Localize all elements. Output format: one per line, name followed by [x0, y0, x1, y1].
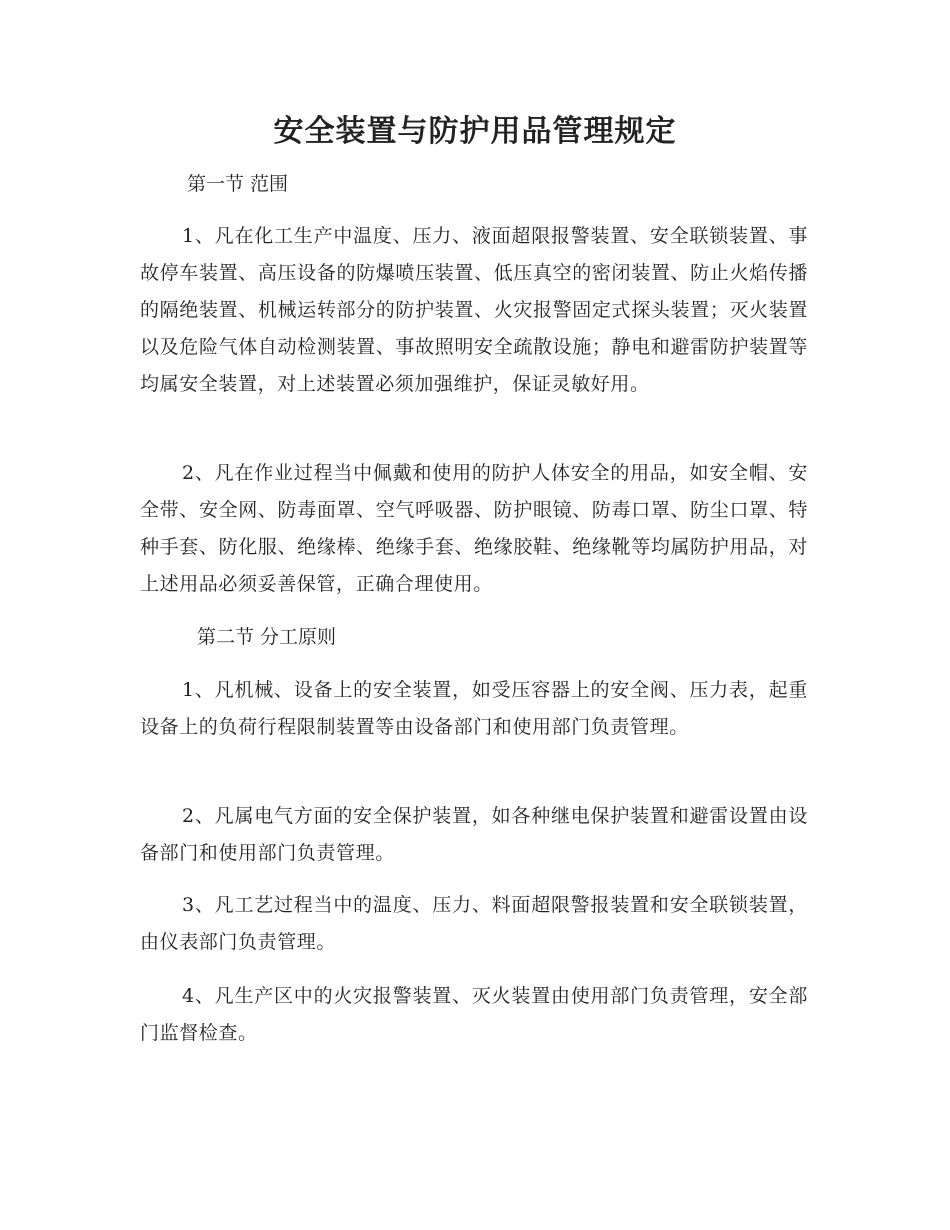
- paragraph-mechanical-devices: 1、凡机械、设备上的安全装置，如受压容器上的安全阀、压力表，起重设备上的负荷行程限制装置等由设备部门和使用部门负责管理。: [140, 679, 808, 738]
- paragraph-process-alarms: 3、凡工艺过程当中的温度、压力、料面超限警报装置和安全联锁装置，由仪表部门负责管理。: [140, 894, 808, 953]
- document-title: 安全装置与防护用品管理规定: [273, 114, 677, 149]
- paragraph-safety-devices: 1、凡在化工生产中温度、压力、液面超限报警装置、安全联锁装置、事故停车装置、高压设备的防爆喷压装置、低压真空的密闭装置、防止火焰传播的隔绝装置、机械运转部分的防护装置、火灾报警固定式探头装置；灭火装置以及危险气体自动检测装置、事故照明安全疏散设施；静电和避雷防护装置等均属安全装置，对上述装置必须加强维护，保证灵敏好用。: [140, 225, 808, 395]
- paragraph-protective-equipment: 2、凡在作业过程当中佩戴和使用的防护人体安全的用品，如安全帽、安全带、安全网、防毒面罩、空气呼吸器、防护眼镜、防毒口罩、防尘口罩、特种手套、防化服、绝缘棒、绝缘手套、绝缘胶鞋、绝缘靴等均属防护用品，对上述用品必须妥善保管，正确合理使用。: [140, 462, 808, 595]
- paragraph-fire-devices: 4、凡生产区中的火灾报警装置、灭火装置由使用部门负责管理，安全部门监督检查。: [140, 985, 808, 1044]
- section-heading-division-of-work: 第二节 分工原则: [197, 626, 337, 648]
- section-heading-scope: 第一节 范围: [187, 173, 289, 195]
- paragraph-electrical-devices: 2、凡属电气方面的安全保护装置，如各种继电保护装置和避雷设置由设备部门和使用部门负责管理。: [140, 805, 808, 864]
